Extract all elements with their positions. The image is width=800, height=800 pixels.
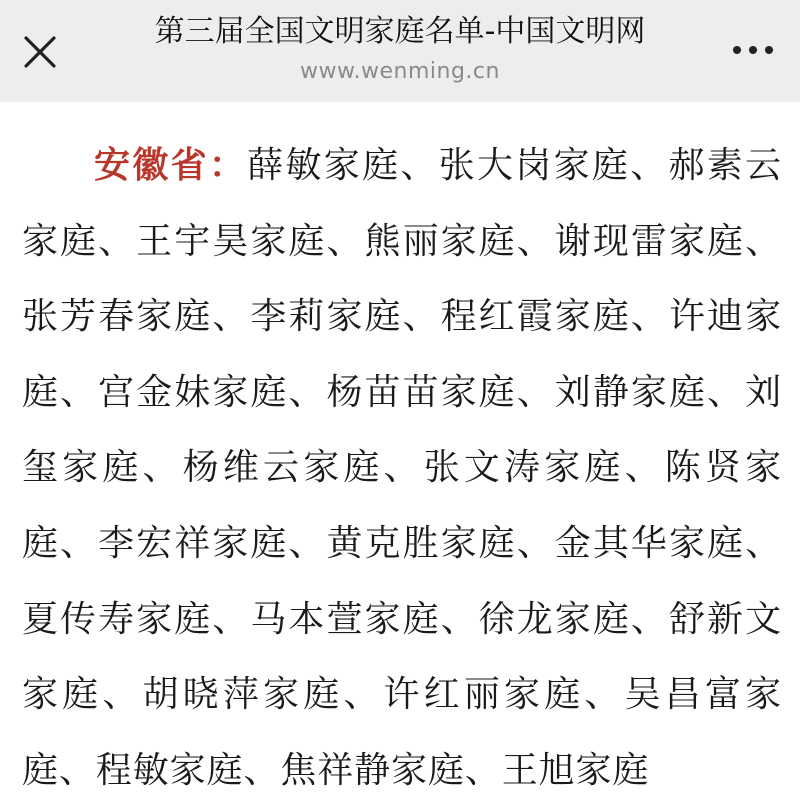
- page-title: 第三届全国文明家庭名单-中国文明网: [154, 14, 646, 49]
- family-list-text: 薛敏家庭、张大岗家庭、郝素云家庭、王宇昊家庭、熊丽家庭、谢现雷家庭、张芳春家庭、李莉家庭、程红霞家庭、许迪家庭、宫金妹家庭、杨苗苗家庭、刘静家庭、刘玺家庭、杨维云家庭、张文涛家庭、陈贤家庭、李宏祥家庭、黄克胜家庭、金其华家庭、夏传寿家庭、马本萱家庭、徐龙家庭、舒新文家庭、胡晓萍家庭、许红丽家庭、吴昌富家庭、程敏家庭、焦祥静家庭、王旭家庭: [22, 145, 782, 791]
- more-horizontal-icon: [728, 38, 778, 62]
- family-list-paragraph: [22, 128, 782, 800]
- top-navigation-bar: [0, 0, 800, 102]
- article-body: [22, 128, 782, 800]
- province-label: 安徽省：: [94, 145, 248, 186]
- title-block: [90, 12, 710, 86]
- close-icon: [18, 30, 62, 74]
- close-button[interactable]: [18, 30, 62, 74]
- more-options-button[interactable]: [728, 38, 778, 62]
- page-url: www.wenming.cn: [300, 59, 500, 84]
